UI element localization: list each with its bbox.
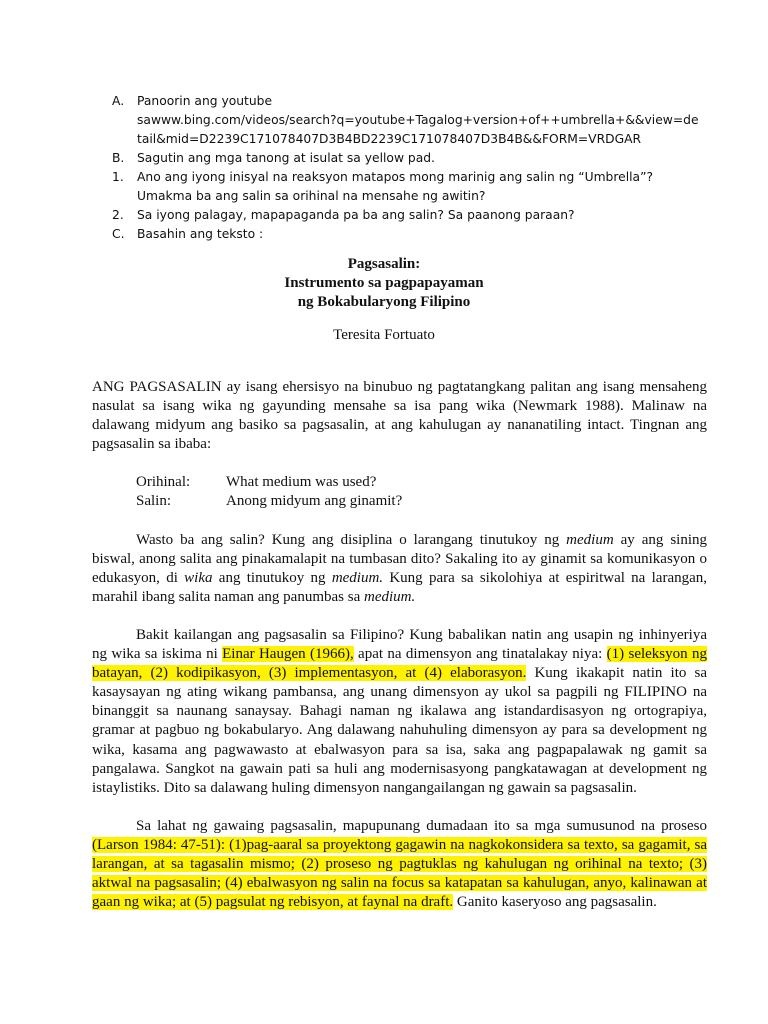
instructions-list (112, 92, 702, 244)
title-line: ng Bokabularyong Filipino (297, 294, 471, 310)
highlighted-text: (Larson 1984: 47-51): (1)pag-aaral sa proyektong gagawin na nagkokonsidera sa texto, sa gagamit, sa larangan, at sa tagasalin mismo; (2) proseso ng pagtuklas ng kahulugan ng orihinal na texto; (3) aktwal na pagsasalin; (4) ebalwasyon ng salin na focus sa katapatan sa kahulugan, anyo, kalinawan at gaan ng wika; at (5) pagsulat ng rebisyon, at faynal na draft. (92, 836, 707, 911)
article-title (0, 255, 768, 312)
instruction-marker: A. (112, 94, 125, 108)
highlighted-text: Einar Haugen (1966), (222, 646, 354, 663)
instruction-item (112, 149, 702, 168)
example-row (136, 473, 707, 492)
instruction-marker: C. (112, 227, 125, 241)
instruction-marker: B. (112, 151, 125, 165)
title-line: Pagsasalin: (347, 256, 421, 272)
instruction-item (112, 111, 702, 149)
italic-term: medium. (364, 588, 416, 605)
instruction-marker (112, 187, 137, 206)
paragraph (92, 817, 707, 912)
text-run: Bakit kailangan ang pagsasalin sa Filipino? Kung babalikan natin ang usapin ng inhinyeriya ng wika sa iskima ni (92, 626, 707, 663)
paragraph (92, 626, 707, 798)
text-run: Kung ikakapit natin ito sa kasaysayan ng ating wikang pambansa, ang unang dimensyon ay ukol sa pagpili ng FILIPINO na binanggit sa naunang sanaysay. Bahagi naman ng ikalawa ang istandardisasyon ng ortograpiya, gramar at pagbuo ng bokabularyo. Ang dalawang nahuhuling dimensyon ay para sa development ng wika, kasama ang pagwawasto at ebalwasyon para sa isa, saka ang pagpapalawak ng gamit sa pangalawa. Sangkot na gawain pati sa huli ang modernisasyong pangkatawagan at development ng istaylistiks. Dito sa dalawang huling dimensyon nangangailangan ng gawain sa pagsasalin. (92, 665, 707, 796)
title-line: Instrumento sa pagpapayaman (284, 275, 484, 291)
instruction-item (112, 187, 702, 206)
instruction-text: Basahin ang teksto : (137, 227, 264, 241)
italic-term: medium (566, 531, 614, 548)
example-row (136, 492, 707, 511)
text-run: apat na dimensyon ang tinatalakay niya: (353, 646, 607, 663)
text-run: Kung para sa sikolohiya at espiritwal na larangan, marahil ibang salita naman ang panumbas sa (92, 569, 708, 605)
instruction-marker: 1. (112, 170, 124, 184)
translation-example (136, 473, 707, 511)
text-run: Ganito kaseryoso ang pagsasalin. (453, 894, 657, 911)
example-text: What medium was used? (226, 474, 377, 491)
article-body (92, 378, 707, 912)
instruction-text: Sa iyong palagay, mapapaganda pa ba ang salin? Sa paanong paraan? (137, 208, 575, 222)
example-text: Anong midyum ang ginamit? (226, 493, 403, 510)
instruction-item (112, 225, 702, 244)
italic-term: wika (184, 569, 213, 586)
example-label: Orihinal: (136, 474, 191, 491)
instruction-text: Umakma ba ang salin sa orihinal na mensahe ng awitin? (137, 189, 486, 203)
instruction-marker: 2. (112, 208, 124, 222)
text-run: Sa lahat ng gawaing pagsasalin, mapupunang dumadaan ito sa mga sumusunod na proseso (136, 817, 707, 834)
paragraph (92, 531, 707, 607)
instruction-item (112, 92, 702, 111)
instruction-item (112, 206, 702, 225)
highlighted-text: (1) seleksyon ng batayan, (2) kodipikasyon, (3) implementasyon, at (4) elaborasyon. (92, 646, 708, 682)
example-label: Salin: (136, 493, 172, 510)
instruction-text: Ano ang iyong inisyal na reaksyon matapos mong marinig ang salin ng “Umbrella”? (137, 170, 653, 184)
article-author: Teresita Fortuato (333, 327, 435, 343)
text-run: Wasto ba ang salin? Kung ang disiplina o larangang tinutukoy ng (136, 531, 567, 548)
instruction-text: Sagutin ang mga tanong at isulat sa yellow pad. (137, 151, 435, 165)
italic-term: medium. (331, 569, 384, 586)
paragraph: ANG PAGSASALIN ay isang ehersisyo na binubuo ng pagtatangkang palitan ang isang mensaheng nasulat sa isang wika ng gayunding mensahe sa isa pang wika (Newmark 1988). Malinaw na dalawang midyum ang basiko sa pagsasalin, at ang kahulugan ay nananatiling intact. Tingnan ang pagsasalin sa ibaba: (92, 379, 707, 453)
instruction-text: Panoorin ang youtube (137, 94, 273, 108)
text-run: ay ang sining biswal, anong salita ang pinakamalapit na tumbasan dito? Sakaling ito ay ginamit sa komunikasyon o edukasyon, di (92, 531, 707, 586)
text-run: ang tinutukoy ng (212, 569, 332, 586)
instruction-item (112, 168, 702, 187)
instruction-marker (112, 111, 137, 149)
youtube-link[interactable]: sawww.bing.com/videos/search?q=youtube+Tagalog+version+of++umbrella+&&view=detail&mid=D2239C171078407D3B4BD2239C171078407D3B4B&&FORM=VRDGAR (137, 113, 699, 146)
